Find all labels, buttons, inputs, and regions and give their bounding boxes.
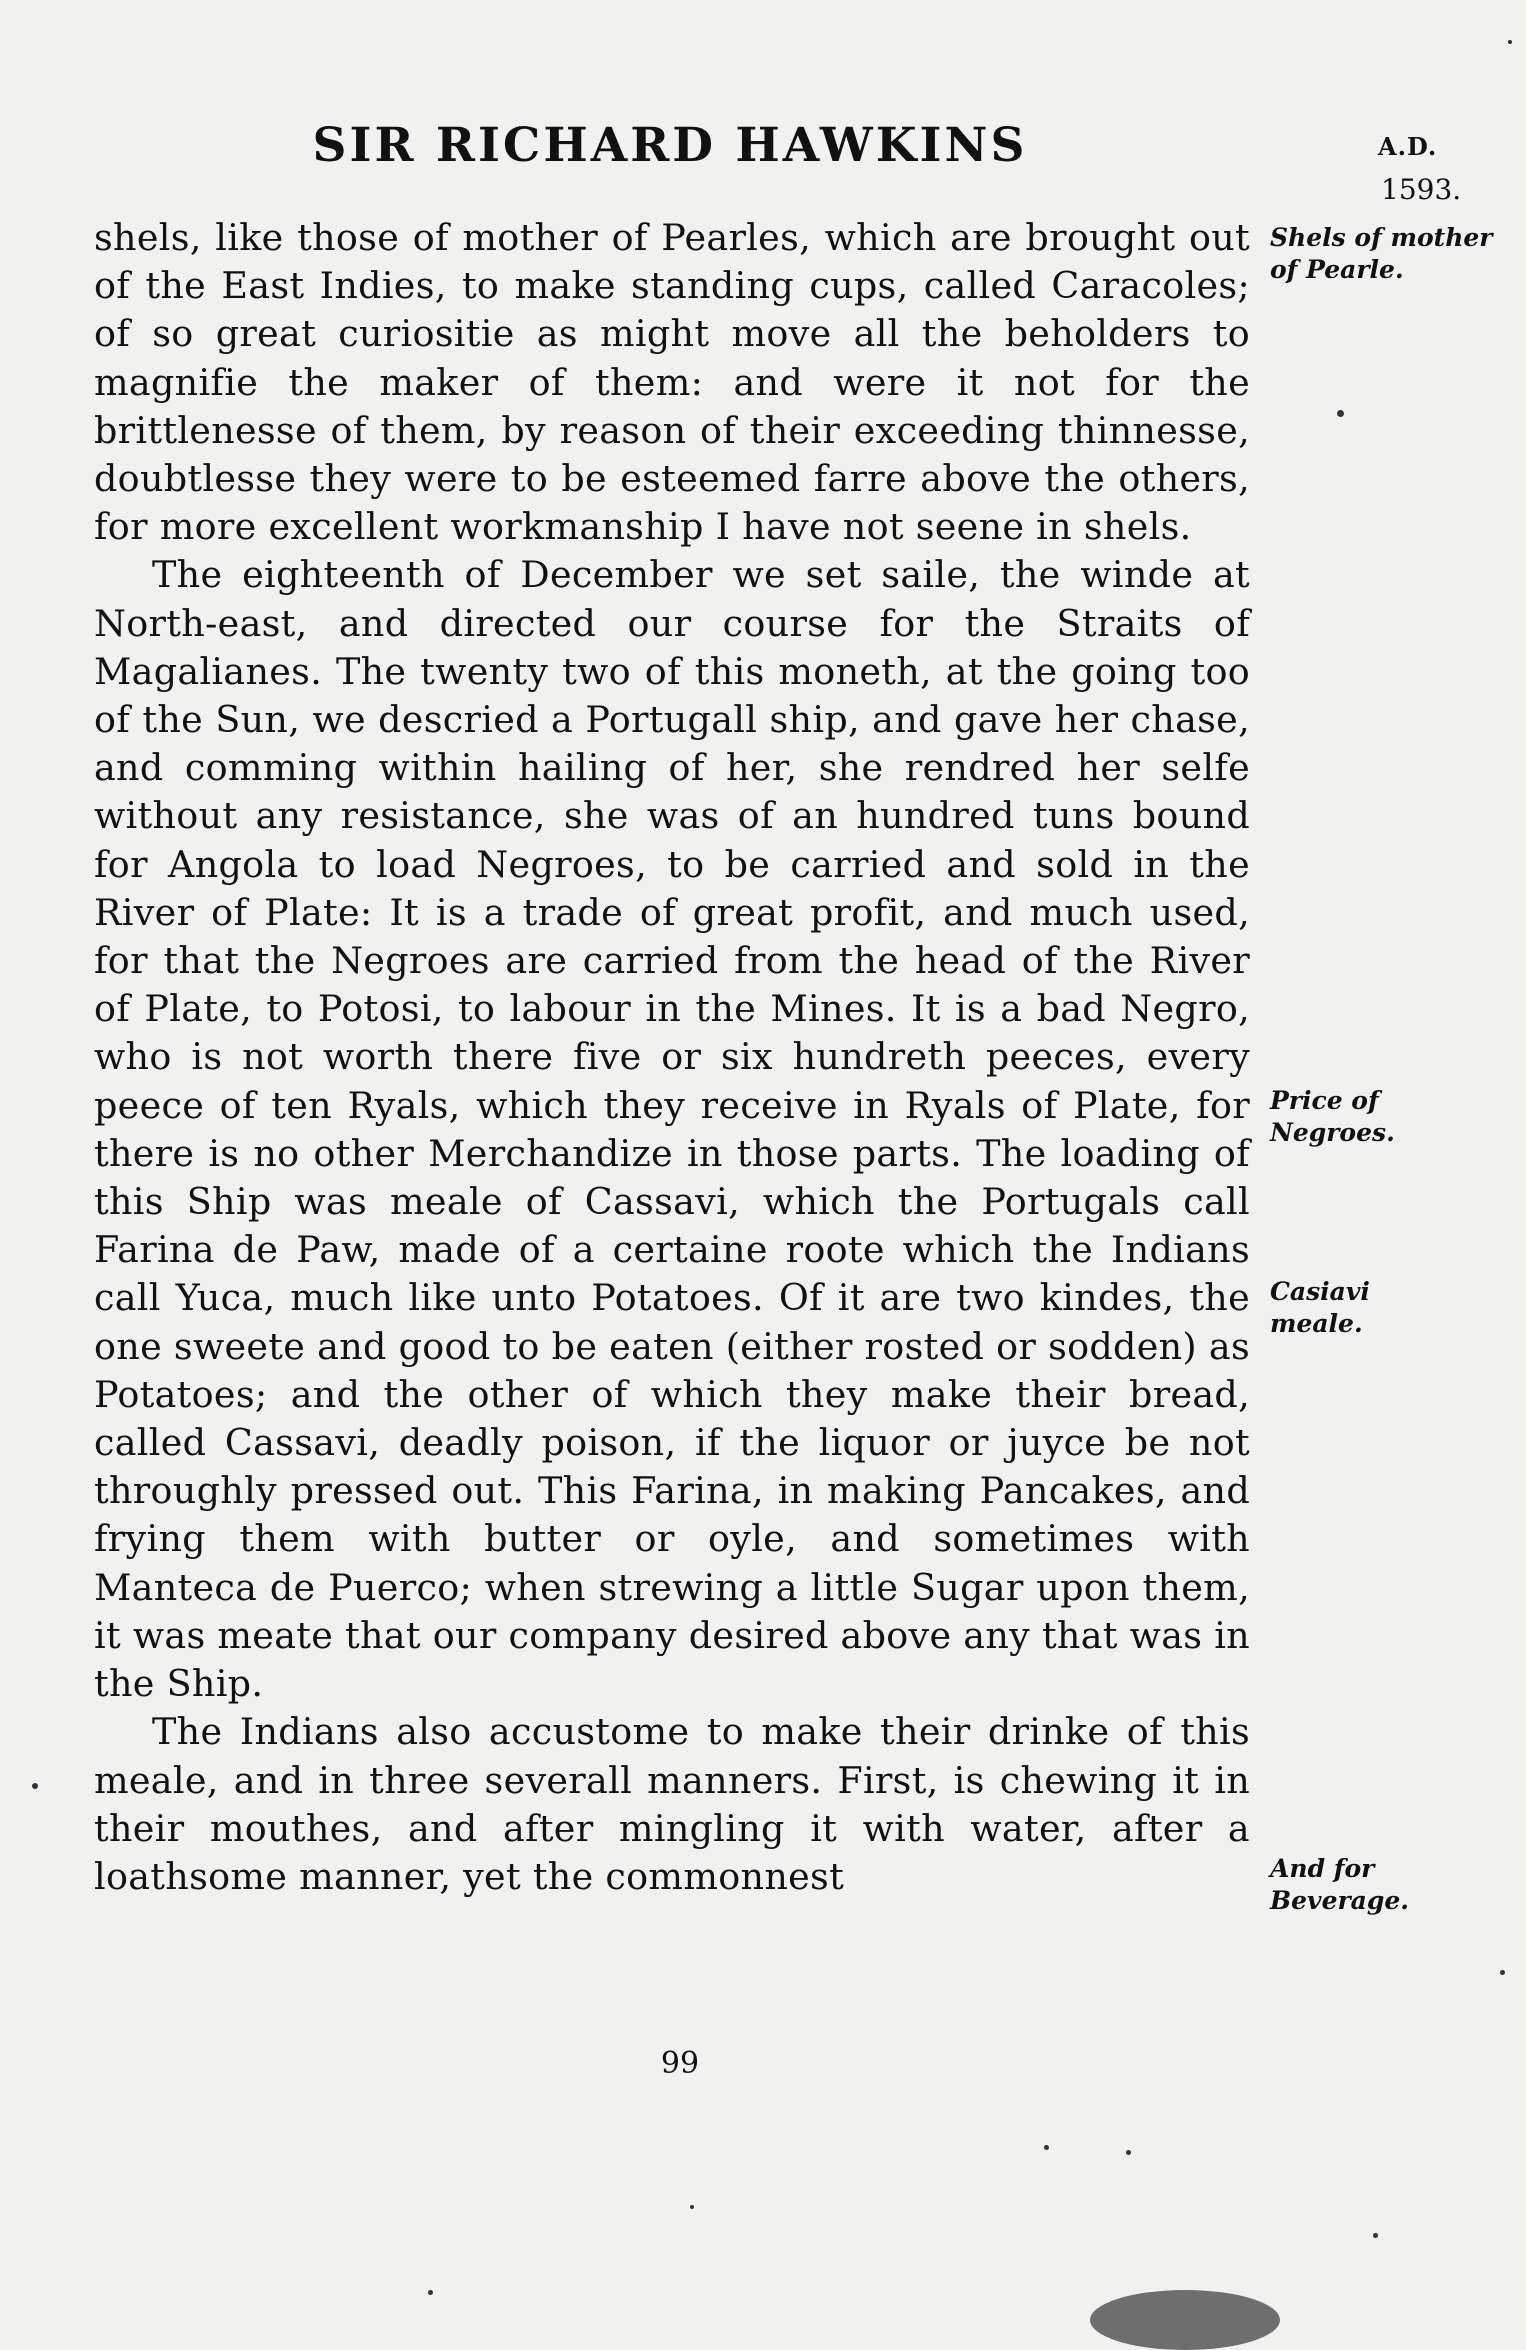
margin-note-line: Price of	[1270, 1086, 1379, 1115]
scan-speck	[690, 2205, 694, 2209]
binding-shadow	[1090, 2290, 1280, 2350]
scan-speck	[428, 2290, 433, 2295]
margin-note-line: Negroes.	[1270, 1118, 1395, 1147]
margin-note-casiavi	[1270, 1276, 1370, 1340]
scan-speck	[1500, 1970, 1505, 1975]
running-title: SIR RICHARD HAWKINS	[312, 118, 1028, 173]
margin-note-line: Casiavi	[1270, 1277, 1370, 1306]
margin-note-negroes	[1270, 1085, 1395, 1149]
margin-note-line: meale.	[1270, 1309, 1363, 1338]
paragraph-continuation: shels, like those of mother of Pearles, which are brought out of the East Indies, to make standing cups, called Caracoles; of so great curiositie as might move all the beholders to magnifie the maker of them: and were it not for the brittlenesse of them, by reason of their exceeding thinnesse, doubtlesse they were to be esteemed farre above the others, for more excellent workmanship I have not seene in shels.	[94, 216, 1250, 549]
scan-speck	[1373, 2233, 1378, 2238]
margin-note-shels	[1270, 222, 1492, 286]
margin-note-line: Shels of mother	[1270, 223, 1493, 252]
margin-note-beverage	[1270, 1853, 1409, 1917]
date-year: 1593.	[1381, 173, 1462, 206]
body-text	[94, 214, 1250, 1901]
scan-speck	[1508, 40, 1512, 44]
scan-speck	[1044, 2145, 1049, 2150]
page-number: 99	[660, 2046, 700, 2081]
paragraph-voyage: The eighteenth of December we set saile, the winde at North-east, and directed our course for the Straits of Magalianes. The twenty two of this moneth, at the going too of the Sun, we descried a Portugall ship, and gave her chase, and comming within hailing of her, she rendred her selfe without any resistance, she was of an hundred tuns bound for Angola to load Negroes, to be carried and sold in the River of Plate: It is a trade of great profit, and much used, for that the Negroes are carried from the head of the River of Plate, to Potosi, to labour in the Mines. It is a bad Negro, who is not worth there five or six hundreth peeces, every peece of ten Ryals, which they receive in Ryals of Plate, for there is no other Merchandize in those parts. The loading of this Ship was meale of Cassavi, which the Portugals call Farina de Paw, made of a certaine roote which the Indians call Yuca, much like unto Potatoes. Of it are two kindes, the one sweete and good to be eaten (either rosted or sodden) as Potatoes; and the other of which they make their bread, called Cassavi, deadly poison, if the liquor or juyce be not throughly pressed out. This Farina, in making Pancakes, and frying them with butter or oyle, and sometimes with Manteca de Puerco; when strewing a little Sugar upon them, it was meate that our company desired above any that was in the Ship.	[94, 553, 1250, 1706]
margin-note-line: Beverage.	[1270, 1886, 1409, 1915]
scan-speck	[1126, 2150, 1131, 2155]
paragraph-drinke: The Indians also accustome to make their drinke of this meale, and in three severall manners. First, is chewing it in their mouthes, and after mingling it with water, after a loathsome manner, yet the commonnest	[94, 1710, 1250, 1898]
scan-speck	[32, 1783, 38, 1789]
margin-note-line: of Pearle.	[1270, 255, 1404, 284]
date-label: A.D.	[1378, 132, 1438, 161]
scan-speck	[1337, 410, 1344, 417]
margin-note-line: And for	[1270, 1854, 1375, 1883]
